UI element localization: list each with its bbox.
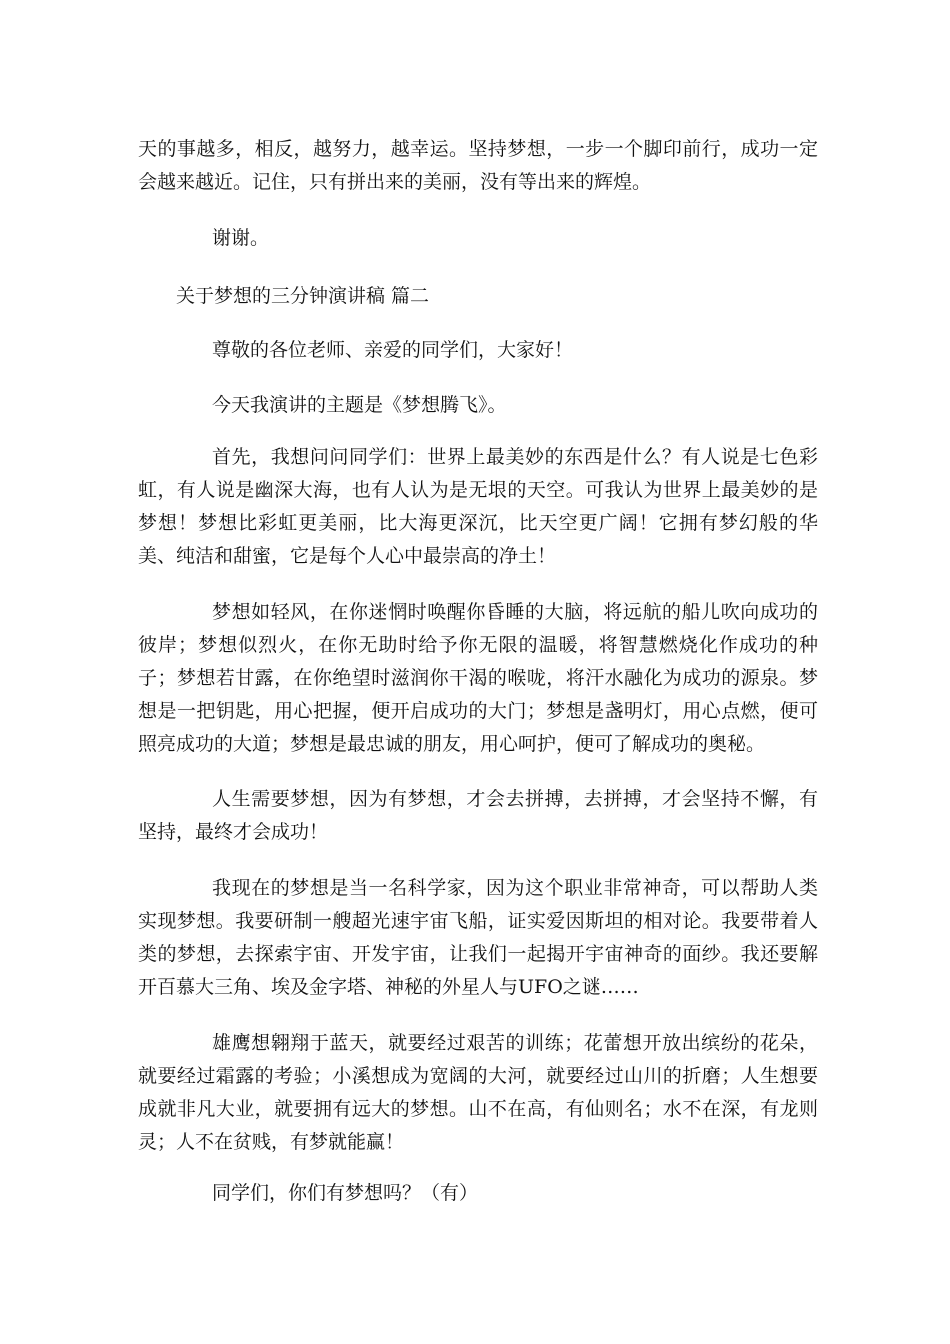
paragraph-greeting: 尊敬的各位老师、亲爱的同学们，大家好！	[212, 339, 574, 361]
paragraph-first-question: 首先，我想问问同学们：世界上最美妙的东西是什么？有人说是七色彩虹，有人说是幽深大海，也有人认为是无垠的天空。可我认为世界上最美妙的是梦想！梦想比彩虹更美丽，比大海更深沉，比天空更广阔！它拥有梦幻般的华美、纯洁和甜蜜，它是每个人心中最崇高的净土！	[138, 446, 818, 567]
section-title: 关于梦想的三分钟演讲稿 篇二	[176, 285, 430, 307]
paragraph-my-dream: 我现在的梦想是当一名科学家，因为这个职业非常神奇，可以帮助人类实现梦想。我要研制一艘超光速宇宙飞船，证实爱因斯坦的相对论。我要带着人类的梦想，去探索宇宙、开发宇宙，让我们一起揭开宇宙神奇的面纱。我还要解开百慕大三角、埃及金字塔、神秘的外星人与UFO之谜……	[138, 877, 818, 998]
paragraph-question: 同学们，你们有梦想吗？（有）	[212, 1182, 479, 1204]
paragraph-dream-like: 梦想如轻风，在你迷惘时唤醒你昏睡的大脑，将远航的船儿吹向成功的彼岸；梦想似烈火，在你无助时给予你无限的温暖，将智慧燃烧化作成功的种子；梦想若甘露，在你绝望时滋润你干渴的喉咙，将汗水融化为成功的源泉。梦想是一把钥匙，用心把握，便开启成功的大门；梦想是盏明灯，用心点燃，便可照亮成功的大道；梦想是最忠诚的朋友，用心呵护，便可了解成功的奥秘。	[138, 601, 818, 755]
paragraph-life-needs-dream: 人生需要梦想，因为有梦想，才会去拼搏，去拼搏，才会坚持不懈，有坚持，最终才会成功！	[138, 788, 818, 843]
paragraph-thanks: 谢谢。	[212, 227, 270, 249]
paragraph-topic: 今天我演讲的主题是《梦想腾飞》。	[212, 394, 507, 416]
paragraph-eagle: 雄鹰想翱翔于蓝天，就要经过艰苦的训练；花蕾想开放出缤纷的花朵，就要经过霜露的考验；小溪想成为宽阔的大河，就要经过山川的折磨；人生想要成就非凡大业，就要拥有远大的梦想。山不在高，有仙则名；水不在深，有龙则灵；人不在贫贱，有梦就能赢！	[138, 1032, 818, 1153]
paragraph-continuation: 天的事越多，相反，越努力，越幸运。坚持梦想，一步一个脚印前行，成功一定会越来越近。记住，只有拼出来的美丽，没有等出来的辉煌。	[138, 138, 818, 193]
